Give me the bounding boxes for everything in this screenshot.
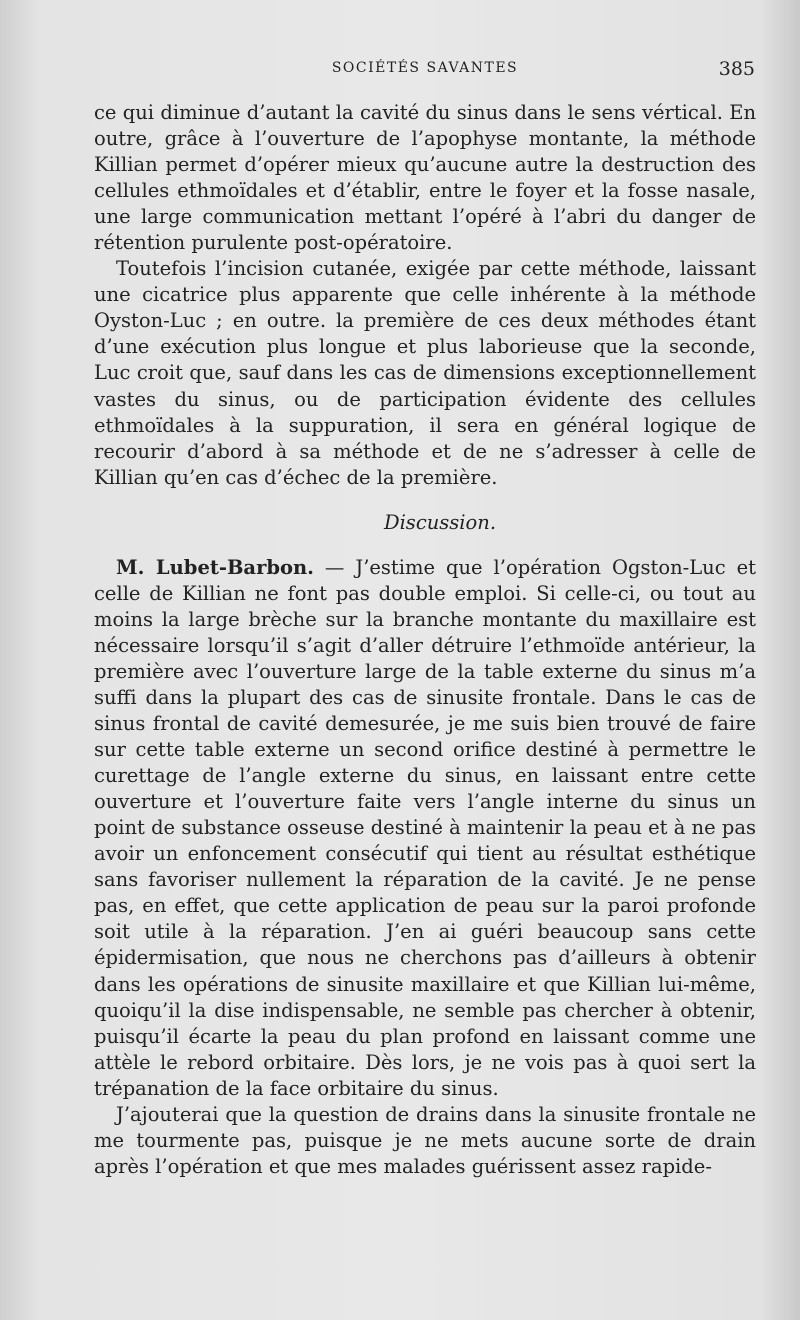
section-title: Discussion.	[383, 510, 497, 534]
paragraph-1: ce qui diminue d’autant la cavité du sinus dans le sens vértical. En outre, grâce à l’ouverture de l’apophyse montante, la méthode Killian permet d’opérer mieux qu’aucune autre la destruction des cellules ethmoïdales et d’établir, entre le foyer et la fosse nasale, une large communication mettant l’opéré à l’abri du danger de rétention purulente post-opératoire.	[94, 101, 756, 255]
body-text	[94, 100, 756, 1180]
page-header	[95, 58, 755, 82]
paragraph-4: J’ajouterai que la question de drains dans la sinusite frontale ne me tourmente pas, puisque je ne mets aucune sorte de drain après l’opération et que mes malades guérissent assez rapide-	[94, 1102, 756, 1178]
running-head: SOCIÉTÉS SAVANTES	[331, 60, 519, 76]
speaker-name: M. Lubet-Barbon.	[116, 555, 314, 579]
page-number: 385	[718, 58, 755, 80]
paragraph-3	[94, 555, 756, 1102]
paragraph-3-text: — J’estime que l’opération Ogston-Luc et celle de Killian ne font pas double emploi. Si celle-ci, ou tout au moins la large brèche sur la branche montante du maxillaire est nécessaire lorsqu’il s’agit d’aller détruire l’ethmoïde antérieur, la première avec l’ouverture large de la table externe du sinus m’a suffi dans la plupart des cas de sinusite frontale. Dans le cas de sinus frontal de cavité demesurée, je me suis bien trouvé de faire sur cette table externe un second orifice destiné à permettre le curettage de l’angle externe du sinus, en laissant entre cette ouverture et l’ouverture faite vers l’angle interne du sinus un point de substance osseuse destiné à maintenir la peau et à ne pas avoir un enfoncement consécutif qui tient au résultat esthétique sans favoriser nullement la réparation de la cavité. Je ne pense pas, en effet, que cette application de peau sur la paroi profonde soit utile à la réparation. J’en ai guéri beaucoup sans cette épidermisation, que nous ne cherchons pas d’ailleurs à obtenir dans les opérations de sinusite maxillaire et que Killian lui-même, quoiqu’il la dise indispensable, ne semble pas chercher à obtenir, puisqu’il écarte la peau du plan profond en laissant comme une attèle le rebord orbitaire. Dès lors, je ne vois pas à quoi sert la trépanation de la face orbitaire du sinus.	[94, 555, 756, 1100]
paragraph-2: Toutefois l’incision cutanée, exigée par cette méthode, laissant une cicatrice plus apparente que celle inhérente à la méthode Oyston-Luc ; en outre. la première de ces deux méthodes étant d’une exécution plus longue et plus laborieuse que la seconde, Luc croit que, sauf dans les cas de dimensions exceptionnellement vastes du sinus, ou de participation évidente des cellules ethmoïdales à la suppuration, il sera en général logique de recourir d’abord à sa méthode et de ne s’adresser à celle de Killian qu’en cas d’échec de la première.	[94, 257, 756, 489]
